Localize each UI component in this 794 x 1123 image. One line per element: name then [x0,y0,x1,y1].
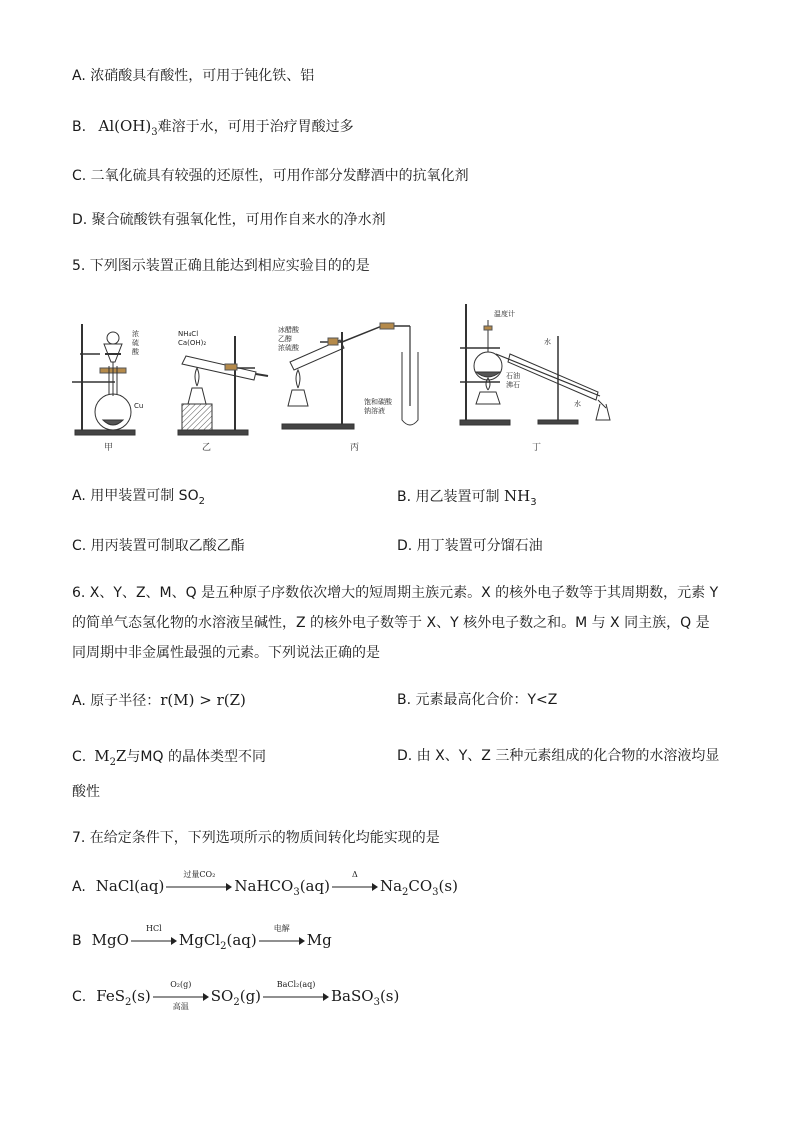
ding-oil-label-1: 石油 [506,372,520,380]
arrow-condition: O₂(g) [170,980,192,989]
q4-option-b-text: 难溶于水，可用于治疗胃酸过多 [157,119,354,135]
species: (s) [131,987,151,1005]
species: (g) [239,987,262,1005]
delivery-tube [342,326,410,342]
reaction-arrow [263,980,329,1001]
formula-sub: 2 [198,495,205,507]
q5-apparatus-figure [60,296,580,456]
stand-base [282,424,354,429]
q6-option-d: D. 由 X、Y、Z 三种元素组成的化合物的水溶液均显 [397,748,720,764]
option-text: A. 原子半径： [72,693,161,709]
stand-base [178,430,248,435]
stand-base [460,420,510,425]
q7-option-c [72,980,400,1013]
species: NaHCO [234,877,294,895]
option-label: B [72,933,82,949]
reaction-arrow [332,870,378,891]
formula-text: M [94,747,110,765]
formula-text: Z [115,747,127,765]
formula-sub: 3 [151,127,158,138]
yi-reagent-label-2: Ca(OH)₂ [178,339,207,347]
stand-base [75,430,135,435]
species: (aq) [226,931,257,949]
reaction-arrow [153,980,209,1011]
q6-stem: 6. X、Y、Z、M、Q 是五种原子序数依次增大的短周期主族元素。X 的核外电子数等于其周期数，元素 Y 的简单气态氢化物的水溶液呈碱性，Z 的核外电子数等于 X、Y 核外电子数之和。M 与 X 同主族，Q 是同周期中非金属性最强的元素。下列说法正确的是 [72,585,719,661]
bing-solution-label-1: 饱和碳酸 [364,398,392,406]
q5-stem: 5. 下列图示装置正确且能达到相应实验目的的是 [72,258,370,274]
species: SO [210,987,234,1005]
species: BaSO [331,987,374,1005]
formula-sub: 2 [109,757,116,768]
species: (s) [438,877,458,895]
caption-ding: 丁 [532,443,542,453]
q6-option-d-continued: 酸性 [72,784,100,800]
alcohol-lamp [476,392,500,404]
species: MgCl [178,931,221,949]
apparatus-jia [72,324,135,435]
yi-reagent-label-1: NH₄Cl [178,330,199,338]
q5-option-d: D. 用丁装置可分馏石油 [397,538,543,554]
formula-text: Al(OH) [98,117,152,135]
ding-oil-label-2: 沸石 [506,381,520,389]
bing-solution-label-2: 钠溶液 [364,407,385,415]
species: MgO [91,931,129,949]
q5-option-c: C. 用丙装置可制取乙酸乙酯 [72,538,245,554]
arrow-condition: 过量CO₂ [183,870,216,879]
species: NaCl(aq) [95,877,165,895]
q6-option-a [72,690,246,711]
caption-jia: 甲 [104,443,114,453]
caption-bing: 丙 [350,443,360,453]
species: (aq) [299,877,330,895]
funnel-bulb [107,332,119,344]
arrow-condition: HCl [146,924,162,933]
species: CO [408,877,433,895]
reaction-arrow [131,924,177,945]
formula [94,747,127,768]
jia-acid-label-3: 酸 [132,348,139,356]
species: FeS [96,987,125,1005]
alcohol-lamp [288,390,308,406]
arrow-condition: 电解 [273,924,290,933]
option-text: B. 用乙装置可制 [397,489,504,505]
alcohol-lamp [188,388,206,404]
q7-option-a [72,870,458,903]
q4-option-b [72,116,354,143]
formula-sub: 3 [530,496,537,508]
q4-option-d: D. 聚合硫酸铁有强氧化性，可用作自来水的净水剂 [72,212,386,228]
option-text: A. 用甲装置可制 SO [72,488,199,504]
option-label: C. [72,749,87,765]
formula-sub: 2 [402,887,409,898]
apparatus-ding [460,304,610,425]
option-label: A. [72,879,86,895]
formula-sub: 3 [373,997,380,1008]
jia-cu-label: Cu [134,402,144,410]
apparatus-yi [178,336,268,435]
flame [195,368,199,386]
formula-text: r(M) > r(Z) [160,691,246,709]
ding-water-in-label: 水 [544,338,551,346]
option-text: 与MQ 的晶体类型不同 [126,749,266,765]
species: Na [379,877,403,895]
q4-option-a: A. 浓硝酸具有酸性，可用于钝化铁、铝 [72,68,315,84]
q7-stem: 7. 在给定条件下，下列选项所示的物质间转化均能实现的是 [72,830,440,846]
ding-thermometer-label: 温度计 [494,310,515,318]
formula-sub: 2 [124,997,132,1008]
jia-acid-label-2: 硫 [132,339,139,347]
q6-option-b: B. 元素最高化合价：Y<Z [397,692,558,708]
formula-sub: 3 [432,887,439,898]
formula-sub: 2 [220,941,227,952]
option-label: C. [72,989,87,1005]
formula-sub: 2 [233,997,240,1008]
arrow-condition: BaCl₂(aq) [276,980,316,989]
q7-option-b [72,924,332,957]
receiving-flask [596,404,610,420]
formula-text: NH [503,487,531,505]
species: (s) [379,987,400,1005]
arrow-condition: Δ [352,870,358,879]
wooden-block [182,404,212,430]
caption-yi: 乙 [202,443,212,453]
q5-option-b [397,486,537,513]
species: Mg [306,931,332,949]
copper-pieces [103,420,123,425]
q6-option-c [72,746,266,773]
bing-reagent-label-2: 乙醇 [278,335,292,343]
q4-option-b-label: B. [72,119,87,135]
formula-sub: 3 [293,887,300,898]
ding-water-out-label: 水 [574,400,581,408]
flame [296,370,300,388]
apparatus-bing [282,323,418,429]
jia-acid-label-1: 浓 [132,330,139,338]
reaction-arrow [259,924,305,945]
q4-option-b-formula [98,117,158,138]
bing-reagent-label-1: 冰醋酸 [278,326,299,334]
reaction-arrow [166,870,232,891]
q4-option-c: C. 二氧化硫具有较强的还原性，可用作部分发酵酒中的抗氧化剂 [72,168,469,184]
arrow-condition-below: 高温 [172,1002,189,1011]
q5-option-a [72,486,205,512]
bing-reagent-label-3: 浓硫酸 [278,344,299,352]
